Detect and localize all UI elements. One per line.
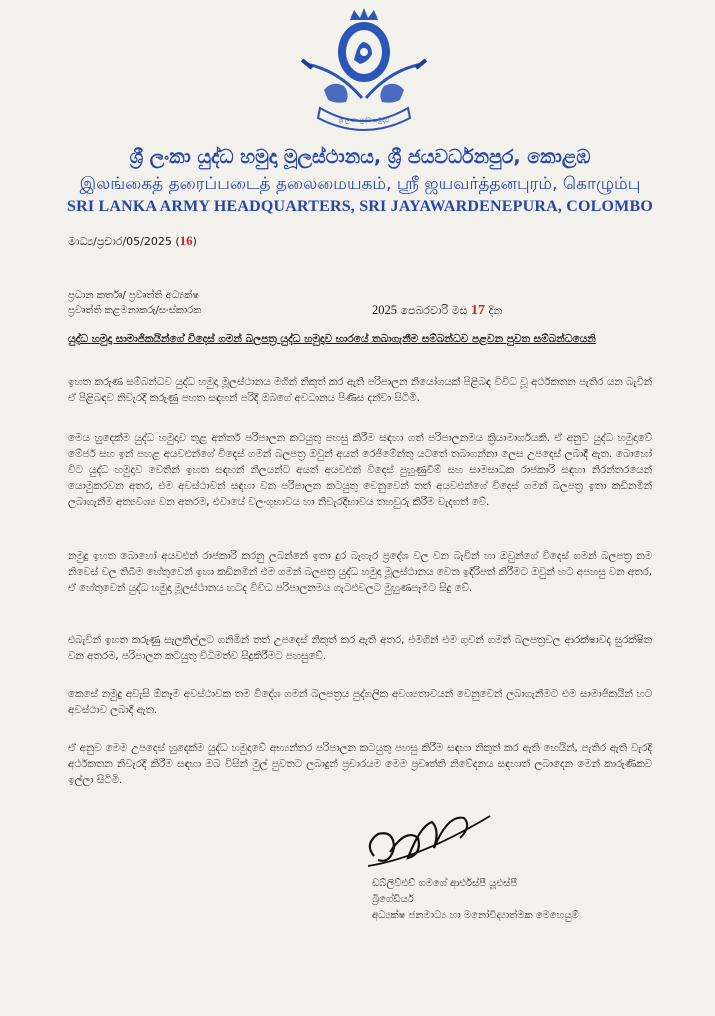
reference-handwritten-number: 16	[179, 233, 193, 248]
sri-lanka-army-emblem-icon	[298, 6, 430, 138]
header-english: SRI LANKA ARMY HEADQUARTERS, SRI JAYAWARDENEPURA, COLOMBO	[66, 198, 654, 215]
signatory-rank: බ්‍රිගේඩියර්	[372, 894, 414, 905]
body-paragraph: කෙසේ නමුදු අවැසි ඕනෑම අවස්ථාවක තම විදේශ ගමන් බලපත්‍රය පුද්ගලික අවශ්‍යතාවයන් වෙනුවෙන් ලබාගැනීමට එම සාමාජිකයින් හට අවස්ථාව ලබාදී ඇත.	[68, 688, 652, 716]
reference-number	[68, 233, 197, 249]
signatory-name: ඩබ්ලිව්එච් ගමගේ ආර්එස්පී යූඑස්පී	[372, 878, 518, 889]
header-tamil: இலங்கைத் தரைப்படைத் தலைமையகம், ஸ்ரீ ஜயவர்த்தனபுரம், கொழும்பு	[79, 174, 641, 194]
signatory-title: අධ්‍යක්ෂ ජනමාධ්‍ය හා මනෝවිද්‍යාත්මක මෙහෙයුම්	[372, 910, 579, 921]
addressee-line: ප්‍රවෘත්ති කළමනාකරු/සංස්කාරක	[68, 305, 202, 316]
date-day-word: දින	[488, 304, 503, 317]
reference-suffix: )	[192, 235, 197, 248]
emblem-motto: ශ්‍රී ලංකා යුද්ධ හමුදාව	[338, 117, 390, 124]
addressee-line: ප්‍රධාන කර්තෘ/ ප්‍රවෘත්ති අධ්‍යක්ෂ	[68, 290, 199, 301]
body-paragraph: එබැවින් ඉහත කරුණු සැලකිල්ලට ගනිමින් තත් උපදෙස් නිකුත් කර ඇති අතර, එමගින් එම ගුවන් ගමන් බලපත්‍රවල ආරක්ෂාවද සුරක්ෂිත වන අතරම, පරිපාලන කටයුතු විධිමත්ව සිදුකිරීමට පහසුවේ.	[68, 634, 652, 662]
header-sinhala: ශ්‍රී ලංකා යුද්ධ හමුදා මූලස්ථානය, ශ්‍රී ජයවර්ධනපුර, කොළඹ	[129, 146, 591, 168]
body-paragraph: ඉහත කරුණ සම්බන්ධව යුද්ධ හමුදා මූලස්ථානය මගින් නිකුත් කර ඇති පරිපාලන නියෝගයක් පිළිබඳ විවිධ වූ අර්ථකතන පැතිර යන බැවින් ඒ පිළිබඳව නිවැරදි කරුණු පහත සඳහන් පරිදි ඔබගේ අවධානය පිණිස දන්වා සිටිමි.	[68, 376, 652, 404]
body-paragraph: මෙය හුදෙක්ම යුද්ධ හමුදාව තුළ අන්තර් පරිපාලන කටයුතු පහසු කිරීම සඳහා ගත් පරිපාලනමය ක්‍රියාමාර්ගයකි. ඒ අනුව යුද්ධ හමුදාවේ මේජර් සහ ඉන් පහළ අයවළුන්ගේ විදෙස් ගමන් බලපත්‍ර ඔවුන් අයත් රෙජිමේන්තු යටතේ තබාගන්නා ලෙස උපදෙස් ලබාදී ඇත. බොහෝ විට යුද්ධ හමුදාව වෙතින් ඉහත සඳහන් නිලයන්ට අයත් අයවළුන් විදෙස් පුහුණුවීම් සහ සාමසාධක රාජකාරි සඳහා නිරන්තරයෙන් යොමුකරවන අතර, එම අවස්ථාවන් සඳහා වන පරිපාලන කටයුතු වෙනුවෙන් තත් අයවළුන්ගේ විදෙස් ගමන් බලපත්‍ර ඉතා කඩිනමින් ලබාගැනීම අත්‍යවශ්‍ය වන අතරම, එවායේ වලංගුභාවය හා නිවැරදිභාවය තහවුරු කිරීම වැදගත් වේ.	[68, 432, 652, 508]
date-month: පෙබරවාරි මස	[400, 304, 468, 317]
letter-date	[372, 303, 502, 319]
body-paragraph: නමුදු ඉහත බොහෝ අයවළුන් රාජකාරි කරනු ලබන්නේ ඉතා දුර බැහැර ප්‍රදේශ වල වන බැවින් හා ඔවුන්ගේ විදෙස් ගමන් බලපත්‍ර නම නිවෙස් වල තිබීම හේතුවෙන් ඉහා කඩිනමින් එම ගමන් බලපත්‍ර යුද්ධ හමුදා මූලස්ථානය වෙත ඉදිරිපත් කිරීමට ඔවුන් හට අපහසු වන අතර, ඒ හේතුවෙන් යුද්ධ හමුදා මූලස්ථානය හටද විවිධ පරිපාලනමය ගැටළුවලට මුහුණපෑමට සිදු වේ.	[68, 550, 652, 594]
signature-icon	[360, 808, 500, 888]
letter-subject: යුද්ධ හමුදා සාමාජිකයින්ගේ විදෙස් ගමන් බලපත්‍ර යුද්ධ හමුදාව භාරයේ තබාගැනීම සම්බන්ධව පළවන පුවත සම්බන්ධයෙනි	[68, 333, 596, 345]
body-paragraph: ඒ අනුව මෙම උපදෙස් හුදෙක්ම යුද්ධ හමුදාවේ අභ්‍යන්තර පරිපාලන කටයුතු පහසු කිරීම සඳහා නිකුත් කර ඇති හෙයින්, පැතිර ඇති වැරදි අර්ථකතන නිවැරදි කිරීම සඳහා ඔබ විසින් මුල් පුවතට ලබාදුන් ප්‍රචාරයම මෙම ප්‍රවෘත්ති නිවේදනය සඳහාත් ලබාදෙන මෙන් කාරුණිකව ඉල්ලා සිටිමි.	[68, 742, 652, 786]
reference-prefix: මාධ්‍ය/ප්‍රචාර/05/2025 (	[68, 235, 180, 248]
date-year: 2025	[372, 303, 397, 317]
date-day: 17	[470, 303, 485, 318]
